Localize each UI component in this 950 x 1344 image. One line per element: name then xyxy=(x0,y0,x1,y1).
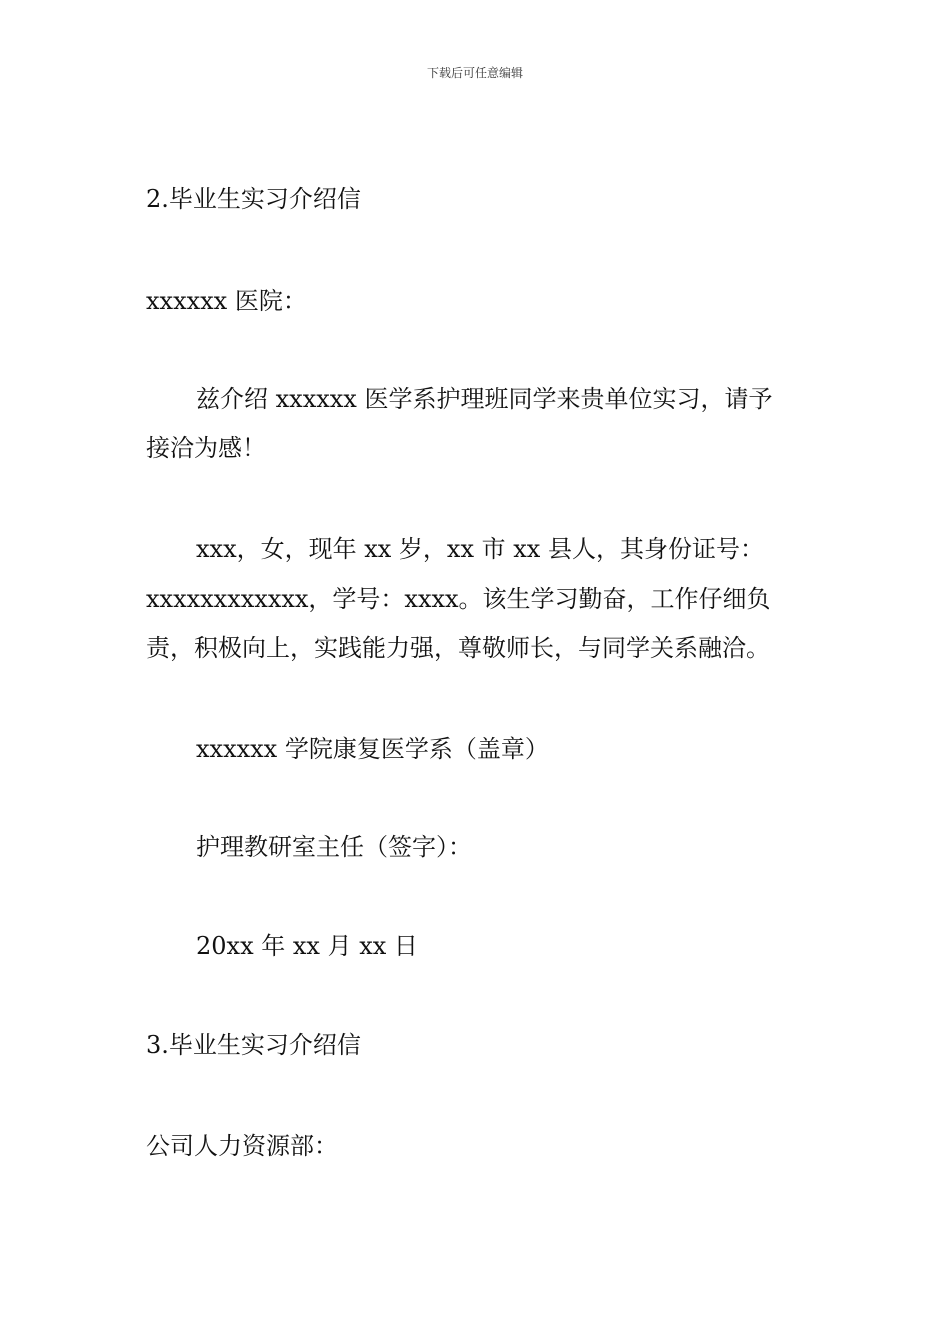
salutation: xxxxxx 医院： xyxy=(146,287,307,315)
body-paragraph-line: xxxxxxxxxxxx，学号：xxxx。该生学习勤奋，工作仔细负 xyxy=(146,585,771,613)
body-paragraph-line: xxx，女，现年 xx 岁，xx 市 xx 县人，其身份证号： xyxy=(196,535,764,563)
page-header: 下载后可任意编辑 xyxy=(426,66,523,80)
issuer-line: xxxxxx 学院康复医学系（盖章） xyxy=(196,735,549,763)
salutation: 公司人力资源部： xyxy=(146,1132,338,1160)
section-heading: 3.毕业生实习介绍信 xyxy=(146,1031,361,1059)
body-paragraph-line: 兹介绍 xxxxxx 医学系护理班同学来贵单位实习，请予 xyxy=(196,385,773,413)
section-heading: 2.毕业生实习介绍信 xyxy=(146,185,361,213)
body-paragraph-line: 接洽为感！ xyxy=(146,434,266,462)
body-paragraph-line: 责，积极向上，实践能力强，尊敬师长，与同学关系融洽。 xyxy=(146,634,770,662)
signatory-line: 护理教研室主任（签字）： xyxy=(196,833,472,861)
date-line: 20xx 年 xx 月 xx 日 xyxy=(196,932,418,960)
